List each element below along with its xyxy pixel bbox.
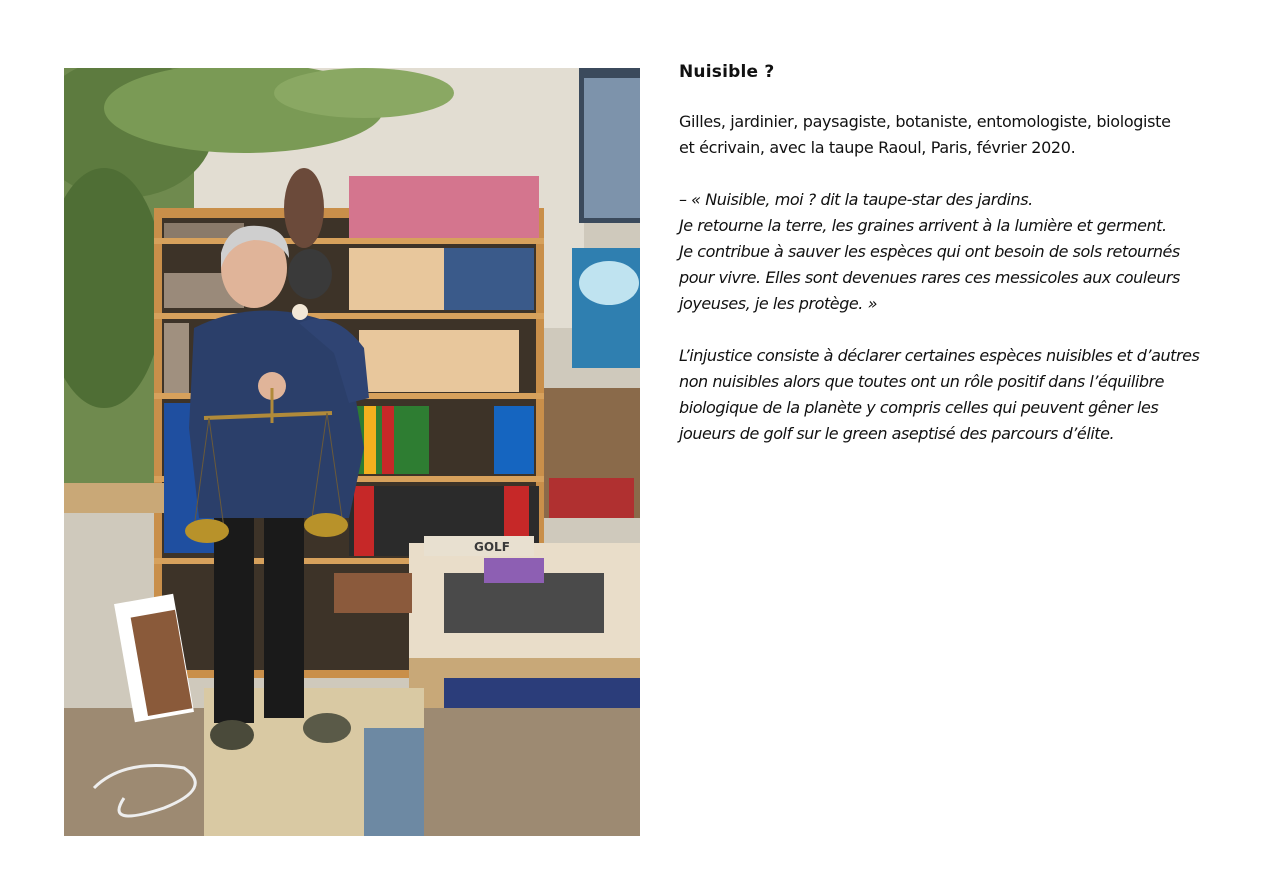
stool bbox=[334, 573, 412, 613]
mole-puppet bbox=[288, 249, 332, 299]
body-paragraph bbox=[679, 343, 1219, 447]
body-line: joueurs de golf sur le green aseptisé des parcours d’élite. bbox=[679, 424, 1115, 443]
body-line: biologique de la planète y compris celles qui peuvent gêner les bbox=[679, 398, 1159, 417]
statue bbox=[284, 168, 324, 248]
photo-illustration bbox=[64, 68, 640, 836]
caption-line: Gilles, jardinier, paysagiste, botaniste, entomologiste, biologiste bbox=[679, 112, 1171, 131]
body-line: non nuisibles alors que toutes ont un rôle positif dans l’équilibre bbox=[679, 372, 1165, 391]
quote-line: – « Nuisible, moi ? dit la taupe-star des jardins. bbox=[679, 190, 1033, 209]
quote-line: pour vivre. Elles sont devenues rares ces messicoles aux couleurs bbox=[679, 268, 1180, 287]
caption-line: et écrivain, avec la taupe Raoul, Paris, février 2020. bbox=[679, 138, 1076, 157]
mole-quote bbox=[679, 187, 1219, 317]
golf-book-label: GOLF bbox=[474, 540, 510, 554]
article-text bbox=[679, 62, 1219, 473]
quote-line: Je contribue à sauver les espèces qui ont besoin de sols retournés bbox=[679, 242, 1180, 261]
body-line: L’injustice consiste à déclarer certaines espèces nuisibles et d’autres bbox=[679, 346, 1200, 365]
quote-line: Je retourne la terre, les graines arrivent à la lumière et germent. bbox=[679, 216, 1167, 235]
photo-caption bbox=[679, 109, 1219, 161]
portrait-photo bbox=[64, 68, 640, 836]
quote-line: joyeuses, je les protège. » bbox=[679, 294, 877, 313]
article-title: Nuisible ? bbox=[679, 62, 775, 82]
